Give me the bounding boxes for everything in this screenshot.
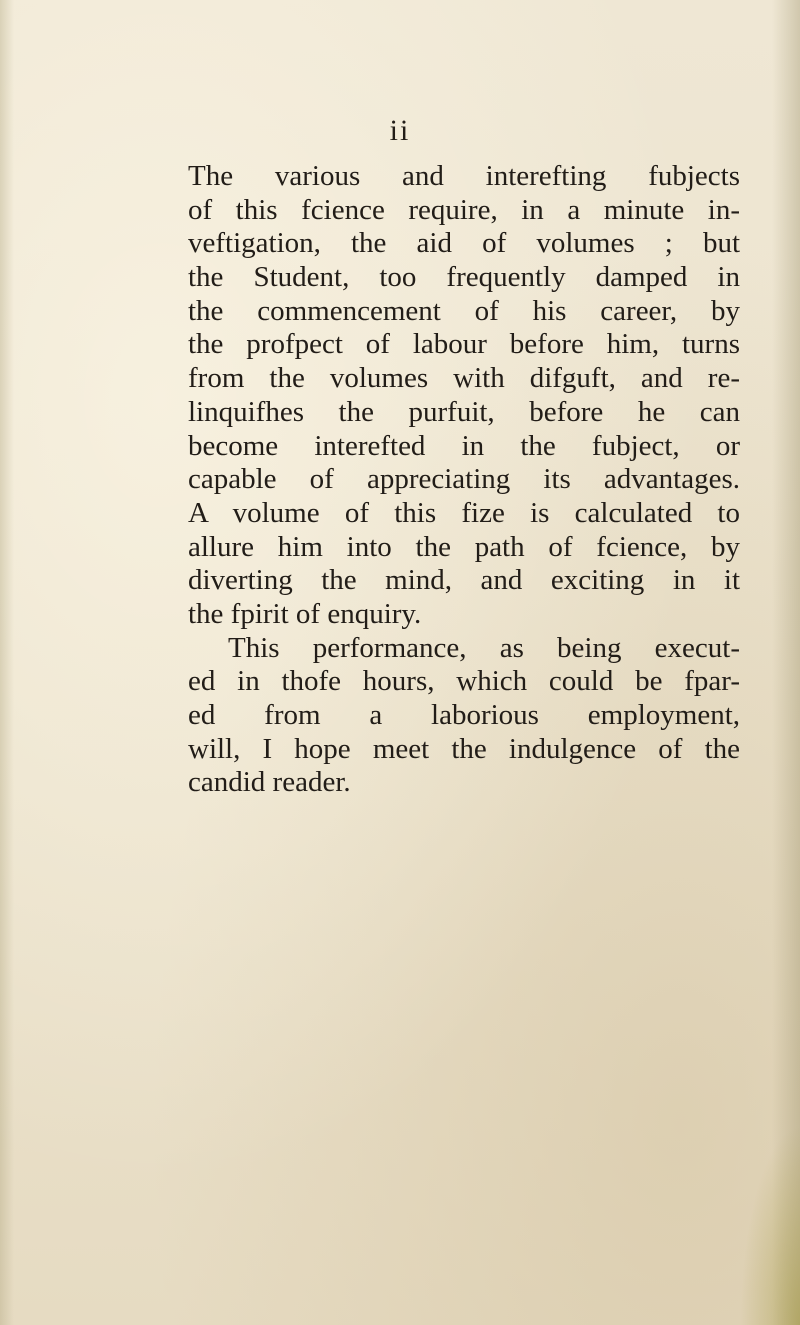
text-line: veftigation, the aid of volumes ; but: [188, 227, 740, 260]
text-line: linquifhes the purfuit, before he can: [188, 395, 740, 428]
text-line: will, I hope meet the indulgence of the: [188, 732, 740, 765]
text-line: the profpect of labour before him, turns: [188, 328, 740, 361]
text-line: The various and interefting fubjects: [188, 160, 740, 192]
text-line: capable of appreciating its advantages.: [188, 463, 740, 496]
text-line: from the volumes with difguft, and re-: [188, 362, 740, 395]
text-line: become interefted in the fubject, or: [188, 429, 740, 462]
text-line: A volume of this fize is calculated to: [188, 496, 740, 529]
text-line: candid reader.: [188, 766, 351, 799]
page-shadow-left: [0, 0, 14, 1325]
text-line: the fpirit of enquiry.: [188, 597, 422, 630]
page-stain: [740, 1125, 800, 1325]
body-text: [188, 160, 740, 800]
text-line: ed in thofe hours, which could be fpar-: [188, 665, 740, 698]
text-line: allure him into the path of fcience, by: [188, 530, 740, 563]
text-line: of this fcience require, in a minute in-: [188, 193, 740, 226]
page-number: ii: [389, 114, 411, 147]
text-line: diverting the mind, and exciting in it: [188, 564, 740, 597]
text-line: the commencement of his career, by: [188, 294, 740, 327]
text-line: This performance, as being execut-: [228, 631, 740, 664]
text-line: ed from a laborious employment,: [188, 699, 740, 731]
text-line: the Student, too frequently damped in: [188, 261, 740, 294]
